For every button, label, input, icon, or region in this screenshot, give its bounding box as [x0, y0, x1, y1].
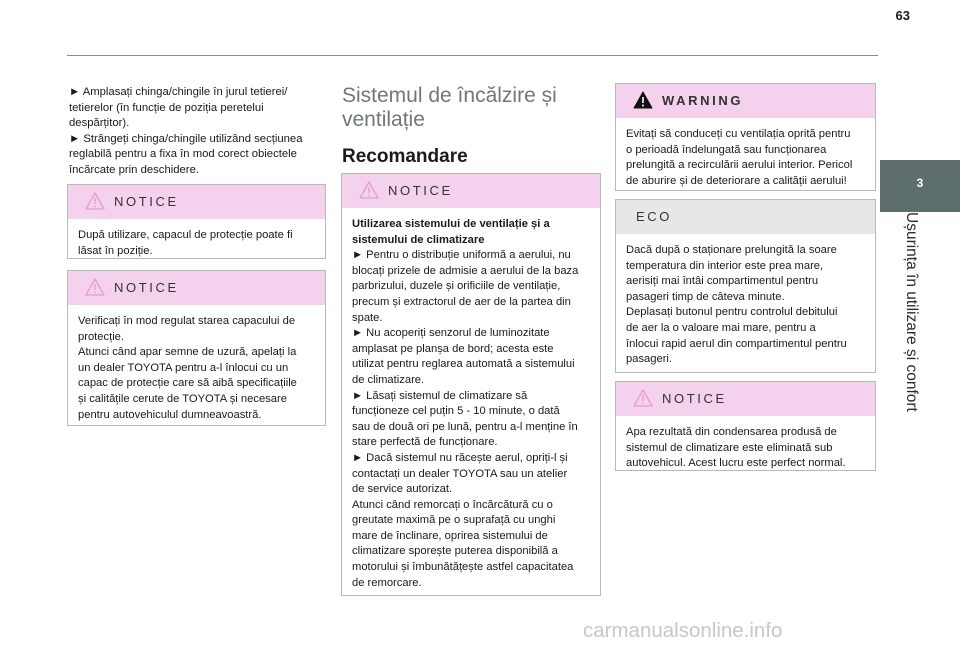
- text-line: înlocui rapid aerul din compartimentul pentru: [626, 337, 847, 350]
- text-line: capac de protecție care să aibă specificațiile: [78, 377, 297, 390]
- caution-triangle-icon: [359, 181, 379, 199]
- text-line: pasageri.: [626, 353, 673, 366]
- text-line: și calitățile cerute de TOYOTA și necesare: [78, 392, 287, 405]
- caution-triangle-icon: [633, 389, 653, 407]
- text-line: de service autorizat.: [352, 483, 453, 496]
- text-line: Deplasați butonul pentru controlul debitului: [626, 306, 838, 319]
- notice-title: NOTICE: [114, 194, 179, 209]
- text-line: climatizare sporește puterea disponibilă a: [352, 545, 558, 558]
- text-line: de aer la o valoare mai mare, pentru a: [626, 321, 816, 334]
- text-line: Verificați în mod regulat starea capacului de: [78, 315, 296, 327]
- eco-title: ECO: [636, 209, 672, 224]
- text-line: spate.: [352, 311, 383, 324]
- eco-box: [615, 199, 876, 373]
- text-line: de climatizare.: [352, 373, 425, 386]
- text-line: Apa rezultată din condensarea produsă de: [626, 426, 837, 438]
- subsection-title: Recomandare: [342, 146, 468, 167]
- notice-heading-line: sistemului de climatizare: [352, 233, 485, 246]
- text-line: stare perfectă de funcționare.: [352, 436, 498, 449]
- text-line: funcționeze cel puțin 5 - 10 minute, o dată: [352, 405, 560, 418]
- text-line: greutate maximă pe o suprafață cu unghi: [352, 514, 556, 527]
- text-line: reglabilă pentru a fixa în mod corect obiectele: [69, 148, 297, 160]
- page-number: 63: [895, 8, 910, 23]
- notice-title: NOTICE: [114, 280, 179, 295]
- text-line: aerisiți mai întâi compartimentul pentru: [626, 275, 819, 288]
- notice-body: [68, 219, 325, 267]
- text-line: sistemul de climatizare este eliminată sub: [626, 441, 833, 454]
- text-line: despărțitor).: [69, 117, 130, 129]
- text-line: Evitați să conduceți cu ventilația oprită pentru: [626, 128, 851, 140]
- text-line: Atunci când apar semne de uzură, apelați la: [78, 346, 297, 359]
- text-line: ► Nu acoperiți senzorul de luminozitate: [352, 327, 550, 340]
- eco-body: [616, 234, 875, 376]
- notice-body: [342, 208, 600, 599]
- text-line: Dacă după o staționare prelungită la soare: [626, 244, 837, 256]
- eco-header: [616, 200, 875, 234]
- notice-title: NOTICE: [388, 183, 453, 198]
- text-line: lăsat în poziție.: [78, 244, 153, 257]
- text-line: precum și extractorul de aer de la partea din: [352, 295, 571, 308]
- text-line: parbrizului, duzele și orificiile de ventilație,: [352, 280, 561, 293]
- notice-title: NOTICE: [662, 391, 727, 406]
- warning-box: [615, 83, 876, 191]
- caution-triangle-icon: [85, 278, 105, 296]
- text-line: După utilizare, capacul de protecție poate fi: [78, 229, 293, 241]
- text-line: pentru autovehiculul dumneavoastră.: [78, 408, 262, 421]
- notice-body: [616, 416, 875, 480]
- text-line: pasageri timp de câteva minute.: [626, 290, 785, 303]
- section-title: Sistemul de încălzire și ventilație: [342, 84, 557, 131]
- text-line: prelungită a recirculării aerului interior. Pericol: [626, 159, 853, 172]
- notice-header: [342, 174, 600, 208]
- notice-heading-line: Utilizarea sistemului de ventilație și a: [352, 218, 550, 230]
- notice-box: [615, 381, 876, 471]
- warning-title: WARNING: [662, 93, 744, 108]
- chapter-number: 3: [916, 176, 924, 190]
- text-line: ► Dacă sistemul nu răcește aerul, opriți-l și: [352, 451, 568, 464]
- text-line: sau de două ori pe lună, pentru a-l menține în: [352, 420, 578, 433]
- chapter-title-container: [880, 212, 960, 472]
- text-line: Atunci când remorcați o încărcătură cu o: [352, 498, 553, 511]
- text-line: blocați prizele de admisie a aerului de la baza: [352, 264, 579, 277]
- notice-body: [68, 305, 325, 431]
- text-line: de aburire și de deteriorare a calității aerului!: [626, 174, 847, 187]
- text-line: utilizat pentru reglarea automată a sistemului: [352, 358, 575, 371]
- text-line: ► Strângeți chinga/chingile utilizând secțiunea: [69, 132, 303, 145]
- text-line: temperatura din interior este prea mare,: [626, 259, 824, 272]
- text-line: mare de înclinare, oprirea sistemului de: [352, 529, 548, 542]
- warning-header: [616, 84, 875, 118]
- text-line: protecție.: [78, 330, 125, 343]
- text-line: de remorcare.: [352, 576, 422, 589]
- notice-box: [67, 184, 326, 259]
- text-line: amplasat pe planșa de bord; acesta este: [352, 342, 554, 355]
- notice-box: [341, 173, 601, 596]
- notice-header: [68, 271, 325, 305]
- left-intro-text: [69, 85, 329, 178]
- header-divider: [67, 55, 878, 56]
- notice-header: [68, 185, 325, 219]
- caution-triangle-icon: [85, 192, 105, 210]
- notice-box: [67, 270, 326, 426]
- text-line: ► Lăsați sistemul de climatizare să: [352, 389, 528, 402]
- text-line: o perioadă îndelungată sau funcționarea: [626, 143, 827, 156]
- text-line: ► Amplasați chinga/chingile în jurul tetierei/: [69, 86, 288, 98]
- text-line: încărcate prin deschidere.: [69, 163, 199, 176]
- text-line: contactați un dealer TOYOTA sau un atelier: [352, 467, 568, 480]
- warning-triangle-icon: [633, 91, 653, 109]
- warning-body: [616, 118, 875, 197]
- text-line: tetierelor (în funcție de poziția peretelui: [69, 101, 264, 114]
- notice-header: [616, 382, 875, 416]
- text-line: autovehicul. Acest lucru este perfect normal.: [626, 457, 846, 470]
- text-line: motorului și îmbunătățește astfel capacitatea: [352, 561, 574, 574]
- text-line: ► Pentru o distribuție uniformă a aerului, nu: [352, 249, 571, 262]
- text-line: un dealer TOYOTA pentru a-l înlocui cu un: [78, 361, 289, 374]
- watermark: carmanualsonline.info: [583, 619, 783, 642]
- chapter-title: Ușurința în utilizare și confort: [903, 212, 920, 412]
